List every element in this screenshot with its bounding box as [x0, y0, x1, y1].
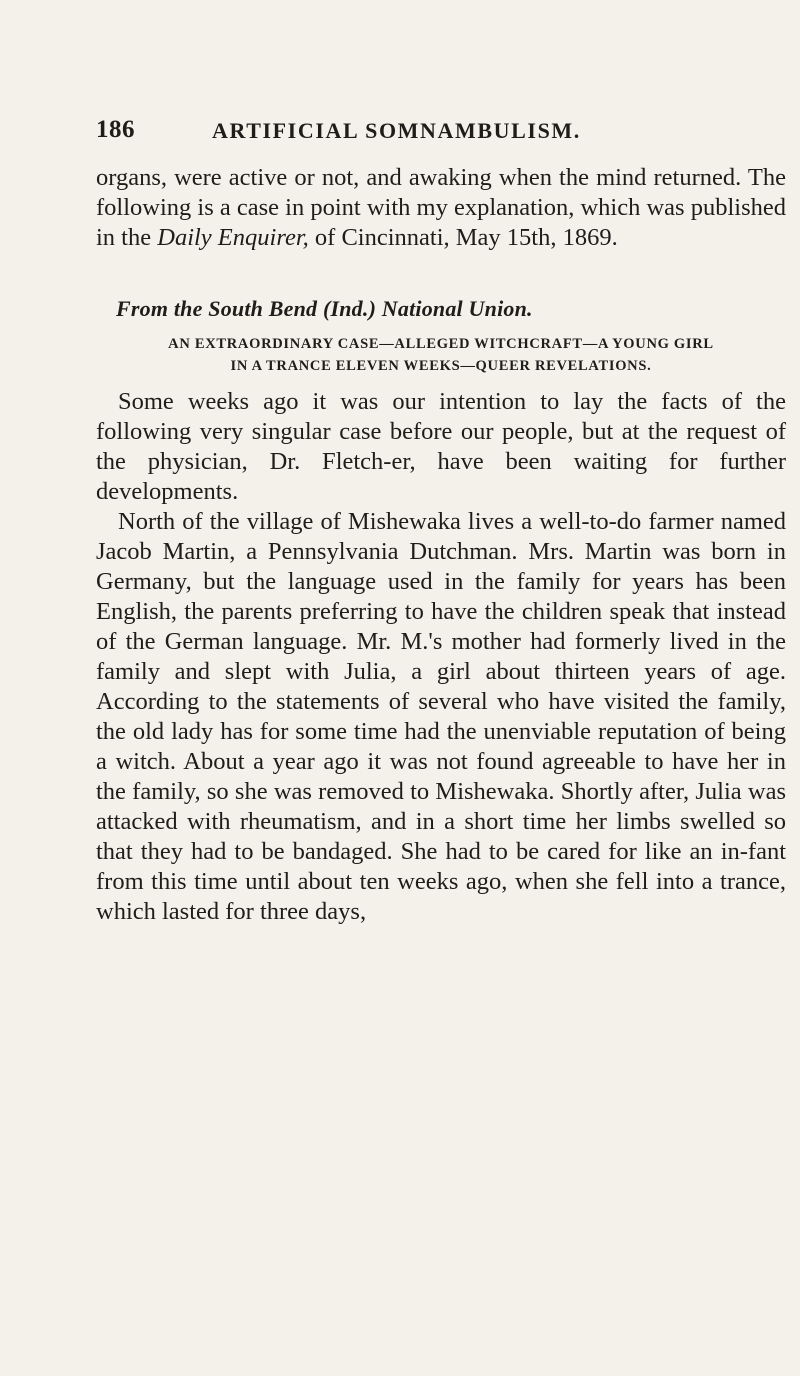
- intro-text-after: of Cincinnati, May 15th, 1869.: [308, 224, 618, 251]
- article-headline: [96, 333, 786, 377]
- article-paragraph-1: Some weeks ago it was our intention to lay the facts of the following very singular case before our people, but at the request of the physician, Dr. Fletch-er, have been waiting for further developments.: [96, 388, 786, 505]
- headline-line-2: IN A TRANCE ELEVEN WEEKS—QUEER REVELATIONS.: [230, 358, 652, 374]
- intro-text: [96, 163, 786, 253]
- page-header: [96, 116, 786, 148]
- article-paragraph-2: North of the village of Mishewaka lives a well-to-do farmer named Jacob Martin, a Pennsylvania Dutchman. Mrs. Martin was born in Germany, but the language used in the family for years has been English, the parents preferring to have the children speak that instead of the German language. Mr. M.'s mother had formerly lived in the family and slept with Julia, a girl about thirteen years of age. According to the statements of several who have visited the family, the old lady has for some time had the unenviable reputation of being a witch. About a year ago it was not found agreeable to have her in the family, so she was removed to Mishewaka. Shortly after, Julia was attacked with rheumatism, and in a short time her limbs swelled so that they had to be bandaged. She had to be cared for like an in-fant from this time until about ten weeks ago, when she fell into a trance, which lasted for three days,: [96, 508, 786, 925]
- newspaper-title: Daily Enquirer,: [157, 224, 309, 251]
- headline-line-1: AN EXTRAORDINARY CASE—ALLEGED WITCHCRAFT—A YOUNG GIRL: [168, 336, 714, 352]
- article-body: [96, 387, 786, 927]
- source-attribution: From the South Bend (Ind.) National Union.: [116, 296, 533, 321]
- intro-paragraph: [96, 163, 786, 253]
- running-head: ARTIFICIAL SOMNAMBULISM.: [212, 118, 581, 143]
- intro-text-before: organs, were active or not, and awaking when the mind returned. The following is a case in point with my explanation, which was published in the: [96, 164, 786, 251]
- page-number: 186: [96, 116, 135, 143]
